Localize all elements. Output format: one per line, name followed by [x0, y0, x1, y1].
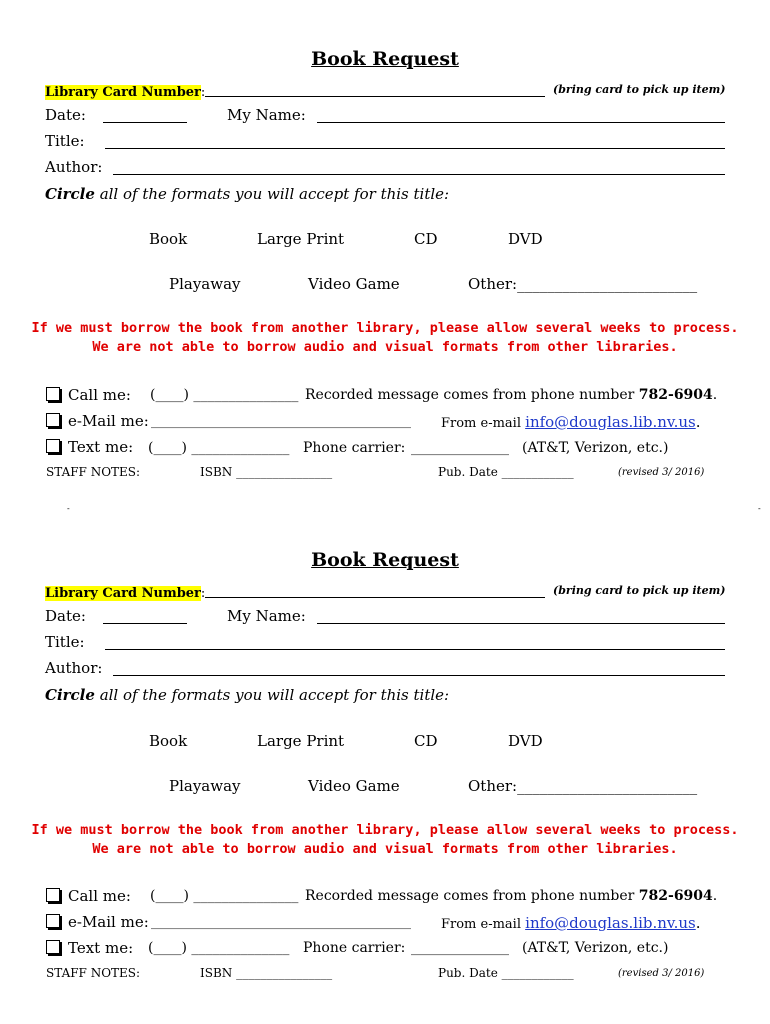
title-input[interactable]	[105, 148, 725, 149]
format-large-print[interactable]: Large Print	[257, 230, 345, 248]
staff-notes-label: STAFF NOTES:	[46, 465, 141, 479]
email-me-label: e-Mail me:	[68, 412, 149, 430]
call-phone-field[interactable]: (____) _______________	[150, 387, 299, 403]
cut-mark-left: -	[67, 504, 70, 513]
text-me-row	[46, 438, 133, 456]
pub-date-field[interactable]: Pub. Date ____________	[438, 966, 574, 980]
library-phone: 782-6904	[638, 888, 713, 904]
library-card-row: Library Card Number:	[45, 85, 206, 100]
bring-card-note: (bring card to pick up item)	[553, 83, 726, 96]
phone-carrier-field[interactable]: ______________	[411, 440, 509, 456]
date-input[interactable]	[103, 623, 187, 624]
format-large-print[interactable]: Large Print	[257, 732, 345, 750]
from-email-note: From e-mail info@douglas.lib.nv.us.	[441, 413, 701, 431]
pub-date-field[interactable]: Pub. Date ____________	[438, 465, 574, 479]
author-input[interactable]	[113, 174, 725, 175]
email-me-checkbox[interactable]	[46, 413, 60, 427]
form-title: Book Request	[311, 549, 459, 571]
text-phone-field[interactable]: (____) ______________	[148, 440, 290, 456]
revised-note: (revised 3/ 2016)	[618, 968, 705, 979]
format-dvd[interactable]: DVD	[508, 230, 543, 248]
notice-borrow-time: If we must borrow the book from another library, please allow several weeks to process.	[31, 822, 739, 838]
date-label: Date:	[45, 106, 86, 124]
call-phone-field[interactable]: (____) _______________	[150, 888, 299, 904]
library-card-label: Library Card Number	[45, 586, 201, 601]
form-title: Book Request	[311, 48, 459, 70]
call-me-checkbox[interactable]	[46, 888, 60, 902]
notice-no-av: We are not able to borrow audio and visual formats from other libraries.	[92, 339, 678, 355]
recorded-message: Recorded message comes from phone number 782-6904.	[305, 888, 718, 904]
name-input[interactable]	[317, 122, 725, 123]
format-playaway[interactable]: Playaway	[169, 777, 241, 795]
format-book[interactable]: Book	[149, 732, 188, 750]
call-me-row	[46, 887, 131, 905]
from-email-note: From e-mail info@douglas.lib.nv.us.	[441, 914, 701, 932]
call-me-label: Call me:	[68, 386, 131, 404]
library-email-link[interactable]: info@douglas.lib.nv.us	[525, 413, 696, 431]
name-input[interactable]	[317, 623, 725, 624]
title-input[interactable]	[105, 649, 725, 650]
format-cd[interactable]: CD	[414, 230, 438, 248]
cut-mark-right: -	[758, 504, 761, 513]
notice-no-av: We are not able to borrow audio and visual formats from other libraries.	[92, 841, 678, 857]
format-playaway[interactable]: Playaway	[169, 275, 241, 293]
library-card-label: Library Card Number	[45, 85, 201, 100]
formats-instruction: Circle all of the formats you will accept for this title:	[45, 185, 450, 203]
library-card-row: Library Card Number:	[45, 586, 206, 601]
formats-instruction: Circle all of the formats you will accept for this title:	[45, 686, 450, 704]
text-me-checkbox[interactable]	[46, 439, 60, 453]
author-input[interactable]	[113, 675, 725, 676]
email-me-row	[46, 913, 149, 931]
book-request-form-1	[0, 0, 770, 480]
library-email-link[interactable]: info@douglas.lib.nv.us	[525, 914, 696, 932]
format-video-game[interactable]: Video Game	[308, 275, 400, 293]
bring-card-note: (bring card to pick up item)	[553, 584, 726, 597]
book-request-form-2	[0, 501, 770, 981]
date-input[interactable]	[103, 122, 187, 123]
name-label: My Name:	[227, 607, 306, 625]
call-me-checkbox[interactable]	[46, 387, 60, 401]
name-label: My Name:	[227, 106, 306, 124]
carrier-examples: (AT&T, Verizon, etc.)	[522, 940, 669, 956]
call-me-row	[46, 386, 131, 404]
text-me-checkbox[interactable]	[46, 940, 60, 954]
phone-carrier-label: Phone carrier:	[303, 440, 406, 456]
title-label: Title:	[45, 633, 85, 651]
text-me-label: Text me:	[68, 438, 134, 456]
email-me-checkbox[interactable]	[46, 914, 60, 928]
phone-carrier-field[interactable]: ______________	[411, 940, 509, 956]
format-dvd[interactable]: DVD	[508, 732, 543, 750]
revised-note: (revised 3/ 2016)	[618, 467, 705, 478]
phone-carrier-label: Phone carrier:	[303, 940, 406, 956]
text-me-row	[46, 939, 133, 957]
format-cd[interactable]: CD	[414, 732, 438, 750]
title-label: Title:	[45, 132, 85, 150]
library-phone: 782-6904	[638, 387, 713, 403]
email-me-label: e-Mail me:	[68, 913, 149, 931]
isbn-field[interactable]: ISBN ________________	[200, 465, 333, 479]
staff-notes-label: STAFF NOTES:	[46, 966, 141, 980]
format-video-game[interactable]: Video Game	[308, 777, 400, 795]
email-field[interactable]: ________________________________________	[151, 414, 411, 429]
email-me-row	[46, 412, 149, 430]
notice-borrow-time: If we must borrow the book from another library, please allow several weeks to process.	[31, 320, 739, 336]
carrier-examples: (AT&T, Verizon, etc.)	[522, 440, 669, 456]
recorded-message: Recorded message comes from phone number 782-6904.	[305, 387, 718, 403]
format-other[interactable]: Other:________________________	[468, 777, 698, 795]
format-book[interactable]: Book	[149, 230, 188, 248]
isbn-field[interactable]: ISBN ________________	[200, 966, 333, 980]
format-other[interactable]: Other:________________________	[468, 275, 698, 293]
date-label: Date:	[45, 607, 86, 625]
author-label: Author:	[45, 158, 103, 176]
email-field[interactable]: ________________________________________	[151, 915, 411, 930]
call-me-label: Call me:	[68, 887, 131, 905]
text-me-label: Text me:	[68, 939, 134, 957]
text-phone-field[interactable]: (____) ______________	[148, 940, 290, 956]
library-card-input[interactable]	[205, 96, 545, 97]
author-label: Author:	[45, 659, 103, 677]
library-card-input[interactable]	[205, 597, 545, 598]
